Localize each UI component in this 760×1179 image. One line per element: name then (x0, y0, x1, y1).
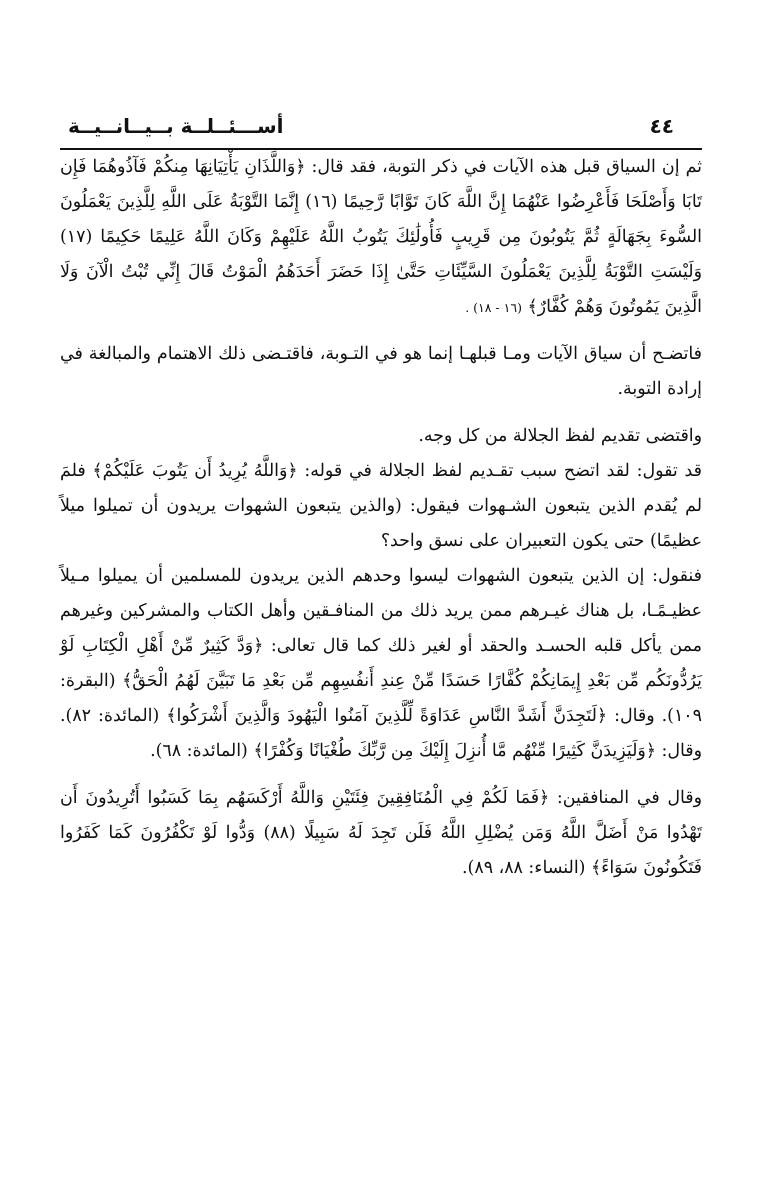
page-number: ٤٤ (649, 114, 674, 138)
paragraph-5 (60, 559, 702, 769)
paragraph-3-text: واقتضى تقديم لفظ الجلالة من كل وجه. (418, 426, 702, 446)
paragraph-4-text: قد تقول: لقد اتضح سبب تقـديم لفظ الجلالة في قوله: ﴿وَاللَّهُ يُرِيدُ أَن يَتُوبَ عَلَيْكُمْ﴾ فلمَ لم يُقدم الذين يتبعون الشـهوات فيقول: (والذين يتبعون الشهوات يريدون أن تميلوا ميلاً عظيمًا) حتى يكون التعبيران على نسق واحد؟ (60, 461, 702, 551)
page-header (60, 112, 702, 146)
paragraph-6 (60, 781, 702, 886)
paragraph-1-ref: (١٦ - ١٨) . (465, 300, 522, 315)
paragraph-5-text: فنقول: إن الذين يتبعون الشهوات ليسوا وحدهم الذين يريدون للمسلمين أن يميلوا مـيلاً عظيـمًـا، بل هناك غيـرهم ممن يريد ذلك من المنافـقين وأهل الكتاب والمشركين وغيرهم ممن يأكل قلبه الحسـد والحقد أو لغير ذلك كما قال تعالى: ﴿وَدَّ كَثِيرٌ مِّنْ أَهْلِ الْكِتَابِ لَوْ يَرُدُّونَكُم مِّن بَعْدِ إِيمَانِكُمْ كُفَّارًا حَسَدًا مِّنْ عِندِ أَنفُسِهِم مِّن بَعْدِ مَا تَبَيَّنَ لَهُمُ الْحَقُّ﴾ (البقرة: ١٠٩). وقال: ﴿لَتَجِدَنَّ أَشَدَّ النَّاسِ عَدَاوَةً لِّلَّذِينَ آمَنُوا الْيَهُودَ وَالَّذِينَ أَشْرَكُوا﴾ (المائدة: ٨٢). وقال: ﴿وَلَيَزِيدَنَّ كَثِيرًا مِّنْهُم مَّا أُنزِلَ إِلَيْكَ مِن رَّبِّكَ طُغْيَانًا وَكُفْرًا﴾ (المائدة: ٦٨). (60, 566, 702, 761)
paragraph-6-text: وقال في المنافقين: ﴿فَمَا لَكُمْ فِي الْمُنَافِقِينَ فِئَتَيْنِ وَاللَّهُ أَرْكَسَهُم بِمَا كَسَبُوا أَتُرِيدُونَ أَن تَهْدُوا مَنْ أَضَلَّ اللَّهُ وَمَن يُضْلِلِ اللَّهُ فَلَن تَجِدَ لَهُ سَبِيلًا (٨٨) وَدُّوا لَوْ تَكْفُرُونَ كَمَا كَفَرُوا فَتَكُونُونَ سَوَاءً﴾ (النساء: ٨٨، ٨٩). (60, 788, 702, 878)
paragraph-1-text: ثم إن السياق قبل هذه الآيات في ذكر التوبة، فقد قال: ﴿وَاللَّذَانِ يَأْتِيَانِهَا مِنكُمْ فَآذُوهُمَا فَإِن تَابَا وَأَصْلَحَا فَأَعْرِضُوا عَنْهُمَا إِنَّ اللَّهَ كَانَ تَوَّابًا رَّحِيمًا (١٦) إِنَّمَا التَّوْبَةُ عَلَى اللَّهِ لِلَّذِينَ يَعْمَلُونَ السُّوءَ بِجَهَالَةٍ ثُمَّ يَتُوبُونَ مِن قَرِيبٍ فَأُولَٰئِكَ يَتُوبُ اللَّهُ عَلَيْهِمْ وَكَانَ اللَّهُ عَلِيمًا حَكِيمًا (١٧) وَلَيْسَتِ التَّوْبَةُ لِلَّذِينَ يَعْمَلُونَ السَّيِّئَاتِ حَتَّىٰ إِذَا حَضَرَ أَحَدَهُمُ الْمَوْتُ قَالَ إِنِّي تُبْتُ الْآنَ وَلَا الَّذِينَ يَمُوتُونَ وَهُمْ كُفَّارٌ﴾ (60, 157, 702, 317)
paragraph-2 (60, 337, 702, 407)
paragraph-1 (60, 150, 702, 325)
paragraph-2-text: فاتضـح أن سياق الآيات ومـا قبلهـا إنما هو في التـوبة، فاقتـضى ذلك الاهتمام والمبالغة في إرادة التوبة. (60, 344, 702, 399)
page-body (60, 150, 702, 886)
running-title: أســـئــلــة بــيــانــيــة (68, 114, 284, 138)
paragraph-3 (60, 419, 702, 454)
paragraph-4 (60, 454, 702, 559)
